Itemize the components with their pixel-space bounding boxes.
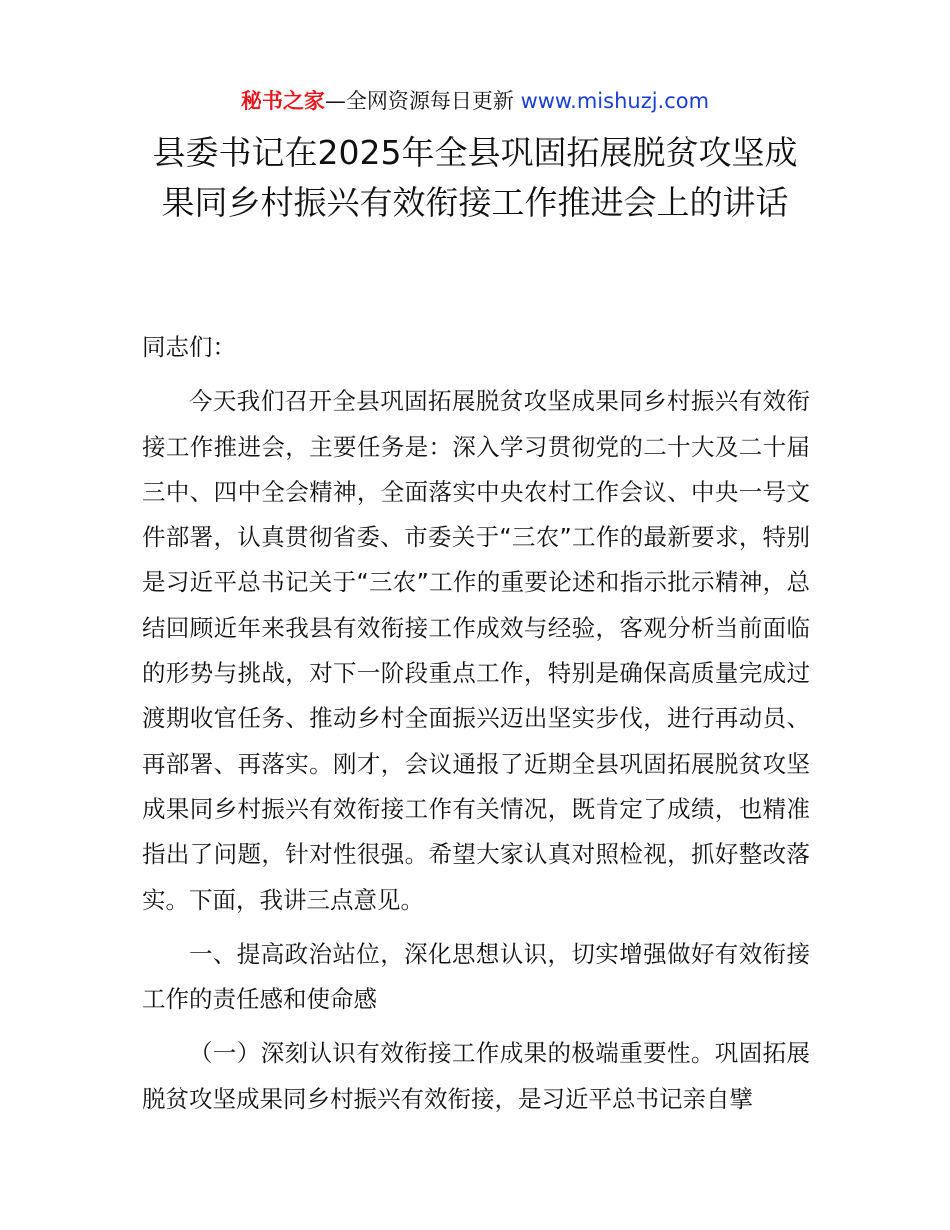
section-heading: 一、提高政治站位，深化思想认识，切实增强做好有效衔接工作的责任感和使命感 — [142, 939, 810, 1014]
document-title: 县委书记在2025年全县巩固拓展脱贫攻坚成果同乡村振兴有效衔接工作推进会上的讲话 — [152, 133, 798, 222]
site-tagline: —全网资源每日更新 — [324, 89, 521, 113]
site-url-link[interactable]: www.mishuzj.com — [520, 89, 710, 113]
document-body — [142, 325, 810, 1122]
site-name: 秘书之家 — [240, 89, 325, 113]
salutation: 同志们： — [142, 333, 236, 361]
subsection-paragraph: （一）深刻认识有效衔接工作成果的极端重要性。巩固拓展脱贫攻坚成果同乡村振兴有效衔接，是习近平总书记亲自擘 — [142, 1039, 810, 1113]
site-header — [0, 86, 950, 116]
body-paragraph: 今天我们召开全县巩固拓展脱贫攻坚成果同乡村振兴有效衔接工作推进会，主要任务是：深入学习贯彻党的二十大及二十届三中、四中全会精神，全面落实中央农村工作会议、中央一号文件部署，认真贯彻省委、市委关于“三农”工作的最新要求，特别是习近平总书记关于“三农”工作的重要论述和指示批示精神，总结回顾近年来我县有效衔接工作成效与经验，客观分析当前面临的形势与挑战，对下一阶段重点工作，特别是确保高质量完成过渡期收官任务、推动乡村全面振兴迈出坚实步伐，进行再动员、再部署、再落实。刚才，会议通报了近期全县巩固拓展脱贫攻坚成果同乡村振兴有效衔接工作有关情况，既肯定了成绩，也精准指出了问题，针对性很强。希望大家认真对照检视，抓好整改落实。下面，我讲三点意见。 — [142, 387, 810, 914]
